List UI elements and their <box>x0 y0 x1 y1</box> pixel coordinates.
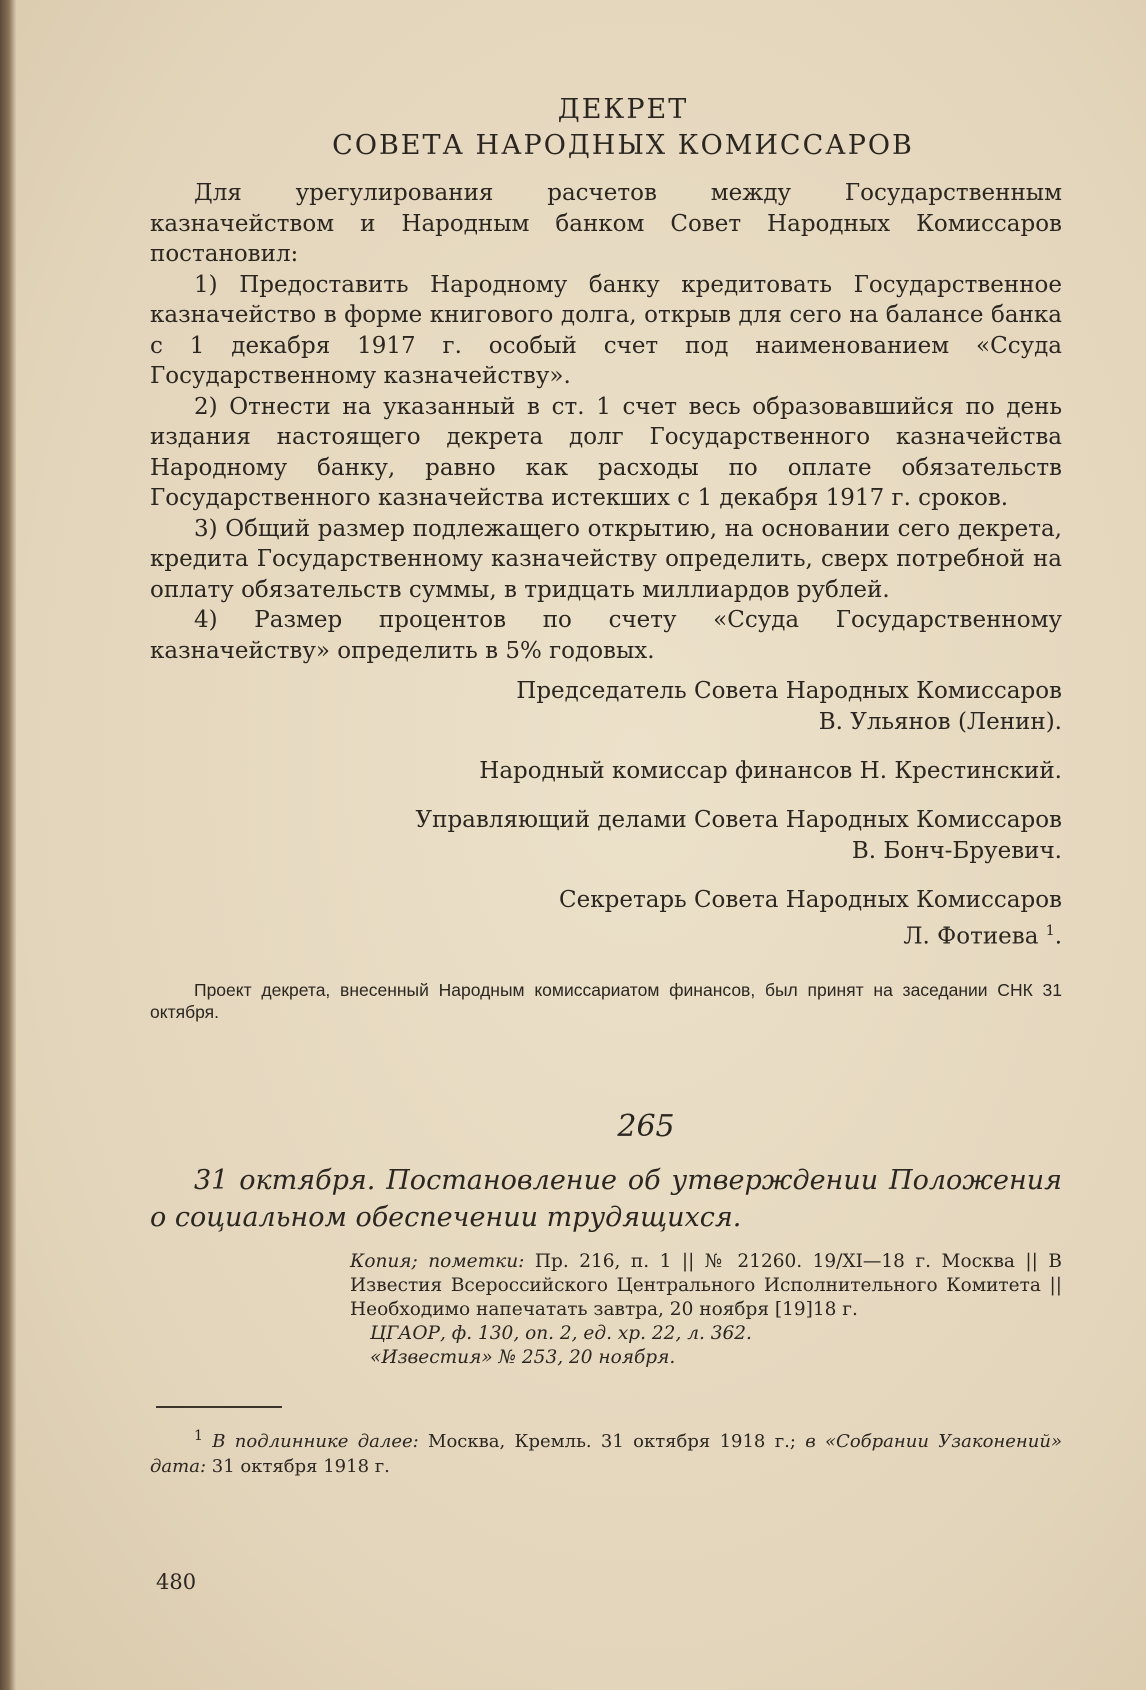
publication-reference: «Известия» № 253, 20 ноября. <box>370 1346 676 1368</box>
decree-item-3: 3) Общий размер подлежащего открытию, на основании сего декрета, кредита Государственному казначейству определить, сверх потребной на оплату обязательств суммы, в тридцать миллиардов рублей. <box>150 515 1062 603</box>
archive-text: Пр. 216, п. 1 || № 21260. 19/XI—18 г. Москва || В Известия Всероссийского Центрального Исполнительного Комитета || Необходимо напечатать завтра, 20 ноября [19]18 г. <box>350 1250 1062 1320</box>
signature-finance-commissar-line: Народный комиссар финансов Н. Крестинский. <box>479 758 1062 784</box>
footnote-divider <box>156 1406 282 1408</box>
footnote <box>150 1424 1062 1479</box>
decree-title-line1: ДЕКРЕТ <box>557 94 689 125</box>
decree-item-4: 4) Размер процентов по счету «Ссуда Государственному казначейству» определить в 5% годовых. <box>150 607 1062 664</box>
signature-secretary-line <box>150 916 1062 953</box>
signature-business-manager <box>150 805 1062 867</box>
archive-label: Копия; пометки: <box>350 1250 525 1272</box>
decree-title <box>184 92 1062 164</box>
signature-chairman <box>150 676 1062 738</box>
signature-finance-commissar <box>150 756 1062 787</box>
footnote-text-2: 31 октября 1918 г. <box>211 1455 390 1477</box>
signature-chairman-title: Председатель Совета Народных Комиссаров <box>516 678 1062 704</box>
page-number: 480 <box>156 1570 197 1594</box>
decree-item-1: 1) Предоставить Народному банку кредитовать Государственное казначейство в форме книгового долга, открыв для сего на балансе банка с 1 декабря 1917 г. особый счет под наименованием «Ссуда Государственному казначейству». <box>150 271 1062 389</box>
decree-item-2: 2) Отнести на указанный в ст. 1 счет весь образовавшийся по день издания настоящего декрета долг Государственного казначейства Народному банку, равно как расходы по оплате обязательств Государственного казначейства истекших с 1 декабря 1917 г. сроков. <box>150 393 1062 511</box>
footnote-reference: 1 <box>1045 923 1055 939</box>
footnote-text-1: Москва, Кремль. 31 октября 1918 г.; <box>428 1430 796 1452</box>
archive-reference <box>350 1250 1062 1370</box>
signature-secretary-name: Л. Фотиева <box>903 923 1039 950</box>
decree-title-line2: СОВЕТА НАРОДНЫХ КОМИССАРОВ <box>332 130 914 161</box>
signature-secretary-end: . <box>1054 923 1062 950</box>
decree-intro: Для урегулирования расчетов между Государственным казначейством и Народным банком Совет Народных Комиссаров постановил: <box>150 180 1062 267</box>
book-spine-edge <box>0 0 16 1690</box>
editorial-note: Проект декрета, внесенный Народным комиссариатом финансов, был принят на заседании СНК 31 октября. <box>150 979 1062 1022</box>
signature-business-manager-title: Управляющий делами Совета Народных Комиссаров <box>415 807 1062 833</box>
document-heading: 31 октября. Постановление об утверждении Положения о социальном обеспечении трудящихся. <box>150 1164 1062 1233</box>
signatures <box>150 676 1062 953</box>
signature-secretary-title: Секретарь Совета Народных Комиссаров <box>559 887 1062 913</box>
footnote-label-1: В подлиннике далее: <box>212 1430 419 1452</box>
document-number: 265 <box>617 1108 675 1144</box>
archive-source: ЦГАОР, ф. 130, оп. 2, ед. хр. 22, л. 362. <box>370 1322 752 1344</box>
signature-business-manager-name: В. Бонч-Бруевич. <box>851 838 1062 864</box>
page-content <box>150 92 1062 1479</box>
signature-chairman-name: В. Ульянов (Ленин). <box>818 709 1062 735</box>
footnote-mark: 1 <box>194 1427 203 1444</box>
signature-secretary <box>150 885 1062 953</box>
footnote-label-2: в «Собрании Узаконений» дата: <box>150 1430 1062 1477</box>
